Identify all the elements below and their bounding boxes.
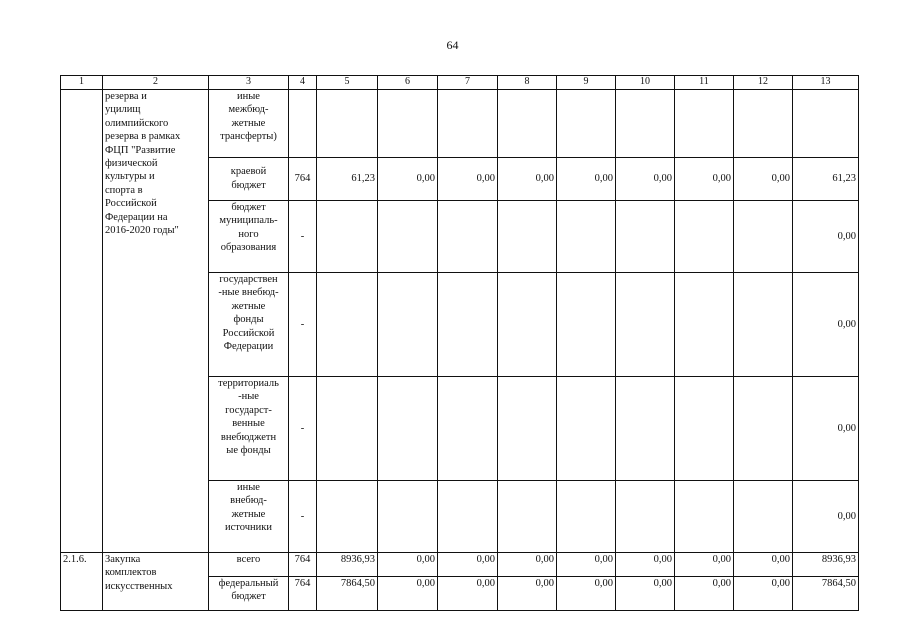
value-cell bbox=[378, 200, 438, 272]
funding-source-line: внебюд- bbox=[230, 495, 267, 507]
funding-source-line: трансферты) bbox=[220, 131, 277, 143]
item-name-line: комплектов bbox=[105, 567, 157, 579]
item-name-cell bbox=[103, 552, 209, 610]
value-cell: 0,00 bbox=[378, 576, 438, 610]
code-cell: 764 bbox=[289, 157, 317, 200]
value-cell: 0,00 bbox=[793, 376, 859, 480]
funding-source-line: иные bbox=[237, 481, 260, 493]
funding-source-line: всего bbox=[236, 553, 261, 565]
column-header: 2 bbox=[103, 76, 209, 90]
item-name-line: резерва в рамках bbox=[105, 131, 181, 143]
value-cell bbox=[675, 376, 734, 480]
item-name-line: 2016-2020 годы" bbox=[105, 225, 179, 237]
value-cell bbox=[438, 376, 498, 480]
value-cell bbox=[438, 200, 498, 272]
item-name-line: культуры и bbox=[105, 171, 155, 183]
funding-source-cell bbox=[209, 89, 289, 157]
value-cell bbox=[557, 272, 616, 376]
funding-source-line: краевой bbox=[230, 166, 267, 178]
funding-source-line: -ные bbox=[238, 391, 259, 403]
funding-source-line: -ные внебюд- bbox=[218, 287, 279, 299]
item-number-cell: 2.1.6. bbox=[61, 552, 103, 610]
value-cell: 61,23 bbox=[317, 157, 378, 200]
item-name-line: искусственных bbox=[105, 580, 173, 592]
column-header: 13 bbox=[793, 76, 859, 90]
value-cell: 0,00 bbox=[378, 157, 438, 200]
value-cell bbox=[793, 89, 859, 157]
funding-source-cell bbox=[209, 272, 289, 376]
value-cell bbox=[438, 480, 498, 552]
value-cell: 0,00 bbox=[498, 576, 557, 610]
item-name-line: ФЦП "Развитие bbox=[105, 144, 176, 156]
table-row bbox=[61, 89, 859, 157]
code-cell: 764 bbox=[289, 576, 317, 610]
column-header: 12 bbox=[734, 76, 793, 90]
value-cell: 0,00 bbox=[557, 157, 616, 200]
value-cell bbox=[378, 89, 438, 157]
funding-source-line: федеральный bbox=[218, 577, 279, 589]
funding-source-line: жетные bbox=[231, 117, 266, 129]
value-cell bbox=[675, 480, 734, 552]
funding-source-line: фонды bbox=[233, 314, 264, 326]
code-cell: - bbox=[289, 480, 317, 552]
value-cell bbox=[734, 89, 793, 157]
funding-source-line: муниципаль- bbox=[219, 215, 278, 227]
value-cell bbox=[675, 89, 734, 157]
funding-source-line: бюджет bbox=[231, 591, 266, 603]
value-cell: 0,00 bbox=[675, 157, 734, 200]
item-name-cell bbox=[103, 89, 209, 552]
item-name-line: спорта в bbox=[105, 184, 143, 196]
funding-source-line: бюджет bbox=[231, 201, 266, 213]
value-cell: 7864,50 bbox=[317, 576, 378, 610]
item-number-cell bbox=[61, 89, 103, 552]
value-cell bbox=[616, 200, 675, 272]
value-cell bbox=[616, 376, 675, 480]
header-row bbox=[61, 76, 859, 90]
column-header: 7 bbox=[438, 76, 498, 90]
budget-table bbox=[60, 75, 859, 611]
value-cell: 0,00 bbox=[675, 552, 734, 576]
value-cell bbox=[498, 200, 557, 272]
value-cell: 0,00 bbox=[438, 552, 498, 576]
column-header: 6 bbox=[378, 76, 438, 90]
value-cell bbox=[498, 272, 557, 376]
value-cell: 0,00 bbox=[734, 576, 793, 610]
funding-source-cell bbox=[209, 200, 289, 272]
code-cell: - bbox=[289, 376, 317, 480]
value-cell: 0,00 bbox=[793, 200, 859, 272]
funding-source-line: территориаль bbox=[218, 377, 279, 389]
funding-source-cell bbox=[209, 157, 289, 200]
value-cell: 0,00 bbox=[616, 552, 675, 576]
value-cell bbox=[317, 376, 378, 480]
funding-source-cell bbox=[209, 480, 289, 552]
value-cell: 0,00 bbox=[557, 552, 616, 576]
value-cell bbox=[557, 89, 616, 157]
code-cell: - bbox=[289, 200, 317, 272]
value-cell: 0,00 bbox=[616, 157, 675, 200]
item-name-line: олимпийского bbox=[105, 117, 169, 129]
value-cell: 0,00 bbox=[378, 552, 438, 576]
value-cell bbox=[675, 272, 734, 376]
item-name-line: Закупка bbox=[105, 553, 141, 565]
value-cell: 0,00 bbox=[675, 576, 734, 610]
column-header: 8 bbox=[498, 76, 557, 90]
value-cell: 8936,93 bbox=[317, 552, 378, 576]
value-cell bbox=[317, 272, 378, 376]
funding-source-line: межбюд- bbox=[228, 104, 269, 116]
value-cell: 7864,50 bbox=[793, 576, 859, 610]
code-cell: - bbox=[289, 272, 317, 376]
value-cell bbox=[438, 89, 498, 157]
funding-source-cell bbox=[209, 552, 289, 576]
item-name-line: физической bbox=[105, 157, 158, 169]
code-cell: 764 bbox=[289, 552, 317, 576]
table-row bbox=[61, 552, 859, 576]
value-cell: 0,00 bbox=[438, 157, 498, 200]
column-header: 11 bbox=[675, 76, 734, 90]
item-name-line: резерва и bbox=[105, 90, 147, 102]
funding-source-line: государствен bbox=[219, 273, 278, 285]
value-cell: 0,00 bbox=[616, 576, 675, 610]
value-cell: 0,00 bbox=[793, 480, 859, 552]
funding-source-line: государст- bbox=[225, 404, 272, 416]
value-cell bbox=[438, 272, 498, 376]
funding-source-line: иные bbox=[237, 90, 260, 102]
item-name-line: уцилищ bbox=[105, 104, 141, 116]
value-cell bbox=[557, 480, 616, 552]
funding-source-line: бюджет bbox=[231, 179, 266, 191]
column-header: 5 bbox=[317, 76, 378, 90]
funding-source-line: Российской bbox=[222, 327, 275, 339]
value-cell bbox=[557, 376, 616, 480]
column-header: 10 bbox=[616, 76, 675, 90]
value-cell: 0,00 bbox=[557, 576, 616, 610]
value-cell: 0,00 bbox=[793, 272, 859, 376]
value-cell bbox=[734, 480, 793, 552]
item-name-line: Российской bbox=[105, 198, 157, 210]
funding-source-line: ного bbox=[238, 228, 259, 240]
column-header: 1 bbox=[61, 76, 103, 90]
funding-source-cell bbox=[209, 576, 289, 610]
value-cell bbox=[616, 480, 675, 552]
column-header: 3 bbox=[209, 76, 289, 90]
value-cell: 0,00 bbox=[734, 552, 793, 576]
value-cell bbox=[616, 89, 675, 157]
value-cell bbox=[317, 200, 378, 272]
value-cell bbox=[616, 272, 675, 376]
value-cell: 0,00 bbox=[438, 576, 498, 610]
value-cell: 0,00 bbox=[734, 157, 793, 200]
funding-source-line: жетные bbox=[231, 508, 266, 520]
funding-source-cell bbox=[209, 376, 289, 480]
value-cell bbox=[317, 480, 378, 552]
value-cell bbox=[734, 200, 793, 272]
page-number: 64 bbox=[446, 38, 459, 52]
value-cell bbox=[317, 89, 378, 157]
value-cell bbox=[498, 376, 557, 480]
value-cell bbox=[675, 200, 734, 272]
value-cell bbox=[498, 89, 557, 157]
value-cell: 61,23 bbox=[793, 157, 859, 200]
funding-source-line: источники bbox=[225, 522, 272, 534]
value-cell bbox=[734, 272, 793, 376]
value-cell bbox=[734, 376, 793, 480]
funding-source-line: венные bbox=[232, 418, 265, 430]
value-cell bbox=[378, 376, 438, 480]
value-cell bbox=[557, 200, 616, 272]
funding-source-line: внебюджетн bbox=[220, 431, 277, 443]
value-cell bbox=[498, 480, 557, 552]
funding-source-line: Федерации bbox=[223, 340, 274, 352]
funding-source-line: образования bbox=[220, 242, 277, 254]
code-cell bbox=[289, 89, 317, 157]
value-cell: 8936,93 bbox=[793, 552, 859, 576]
column-header: 9 bbox=[557, 76, 616, 90]
column-header: 4 bbox=[289, 76, 317, 90]
value-cell: 0,00 bbox=[498, 157, 557, 200]
item-name-line: Федерации на bbox=[105, 211, 168, 223]
value-cell bbox=[378, 480, 438, 552]
funding-source-line: жетные bbox=[231, 300, 266, 312]
funding-source-line: ые фонды bbox=[226, 444, 271, 456]
value-cell: 0,00 bbox=[498, 552, 557, 576]
value-cell bbox=[378, 272, 438, 376]
